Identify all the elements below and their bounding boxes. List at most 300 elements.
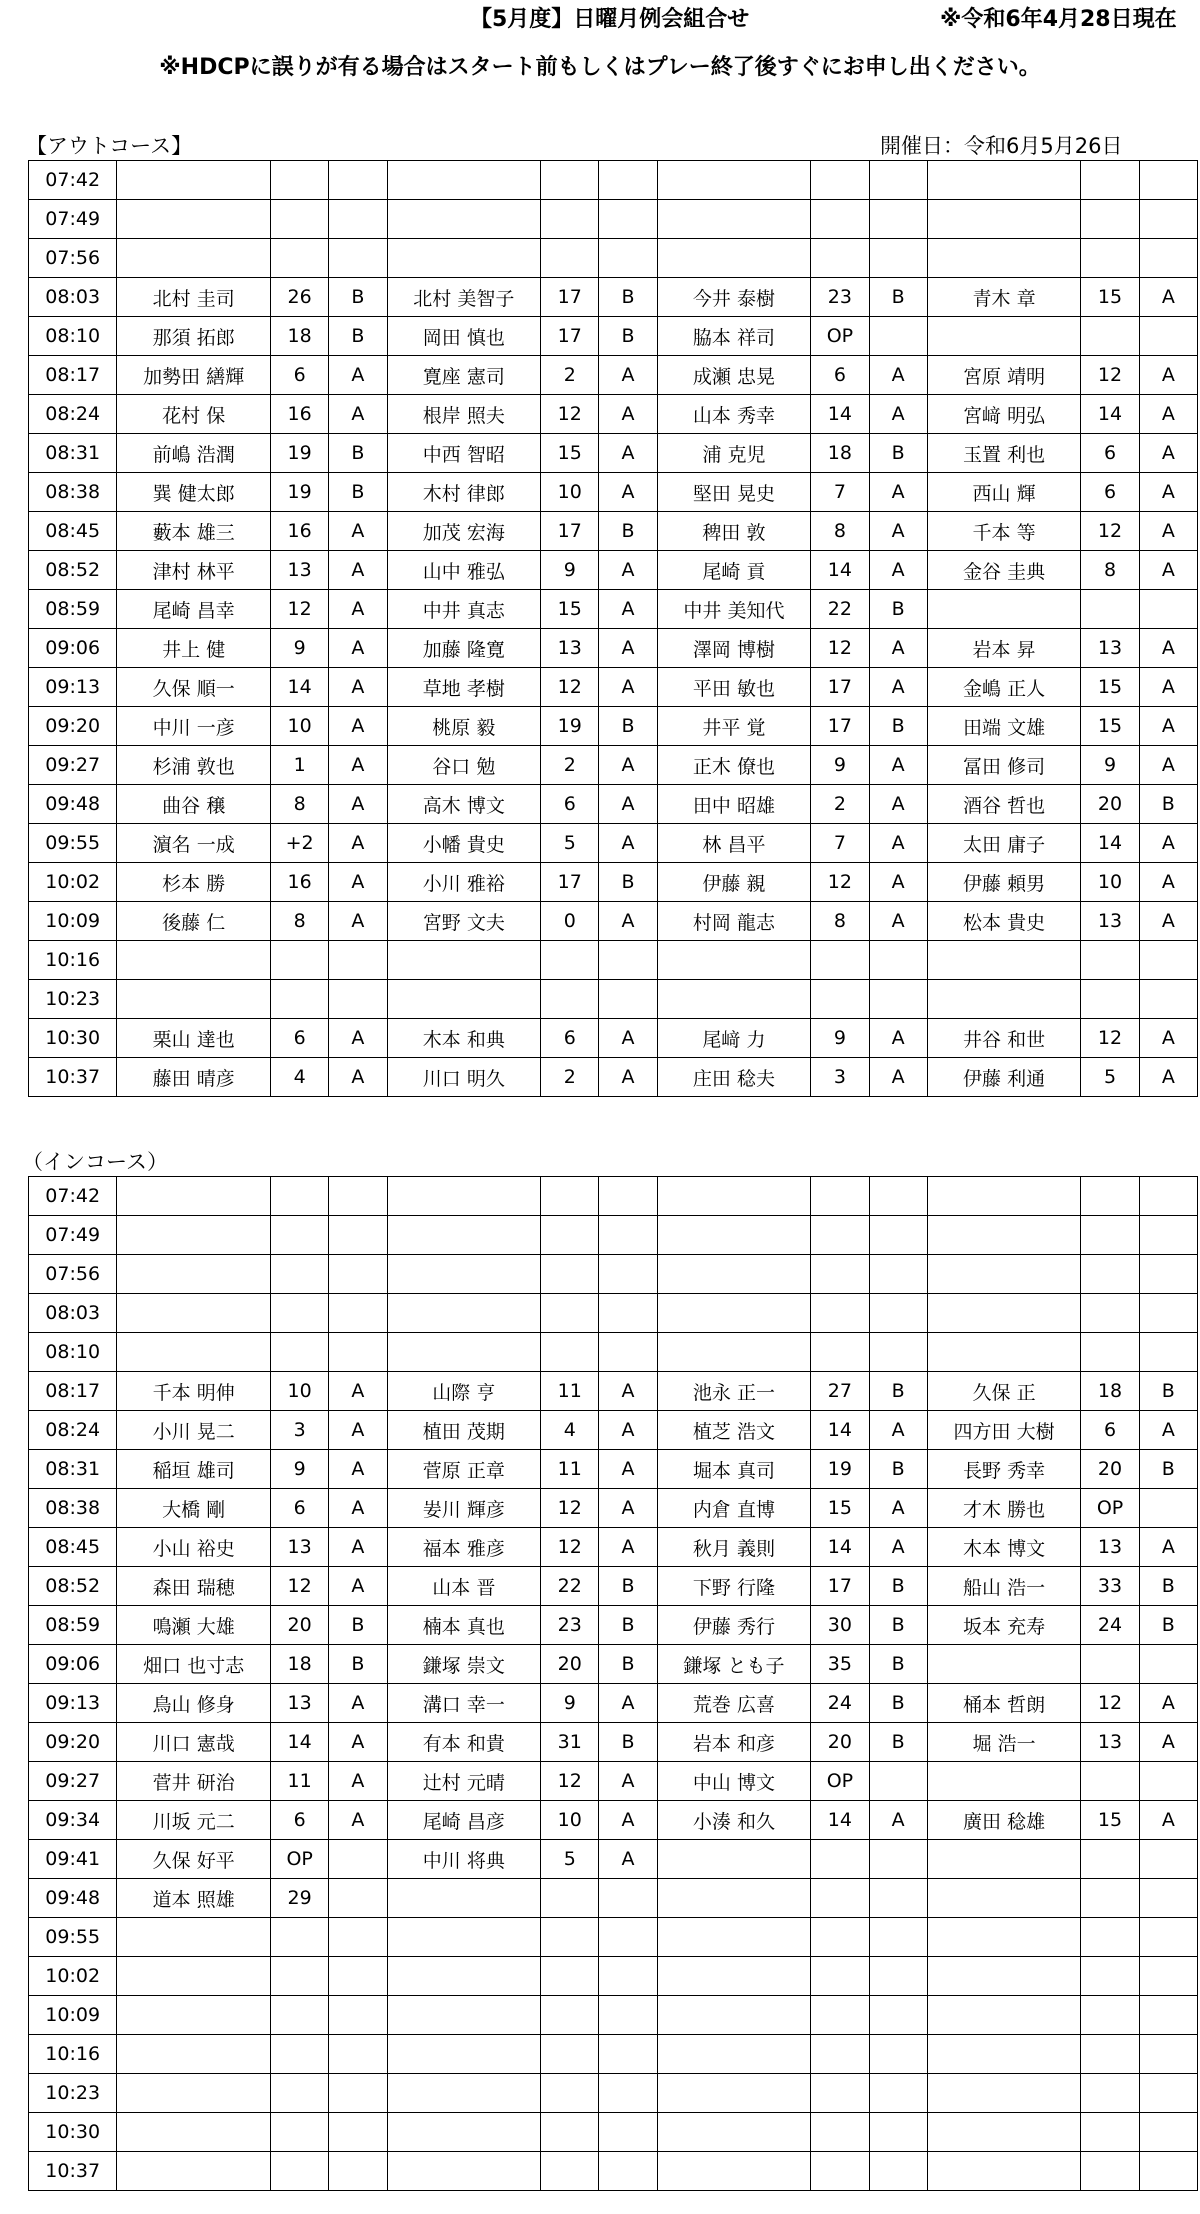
handicap-cell [541,1294,599,1333]
class-cell [329,239,387,278]
handicap-cell: 13 [1081,902,1139,941]
tee-time-row [29,1801,1198,1840]
handicap-cell [811,1294,869,1333]
player-name-cell: 辻村 元晴 [387,1762,541,1801]
class-cell: A [329,1684,387,1723]
handicap-cell: 4 [541,1411,599,1450]
player-name-cell [927,2074,1081,2113]
player-name-cell: 青木 章 [927,278,1081,317]
handicap-cell [541,2152,599,2191]
handicap-cell: 13 [1081,1723,1139,1762]
tee-time-row [29,1255,1198,1294]
handicap-cell: 17 [541,863,599,902]
player-name-cell: 畑口 也寸志 [117,1645,271,1684]
player-name-cell: 木本 博文 [927,1528,1081,1567]
handicap-cell: 9 [541,551,599,590]
handicap-cell [1081,2074,1139,2113]
handicap-cell: 12 [541,1528,599,1567]
class-cell: A [869,1019,927,1058]
class-cell: A [329,1372,387,1411]
tee-time-row [29,668,1198,707]
tee-time: 08:17 [29,1372,117,1411]
handicap-cell: 5 [1081,1058,1139,1097]
class-cell: A [1139,551,1197,590]
player-name-cell: 加勢田 繕輝 [117,356,271,395]
player-name-cell [387,1918,541,1957]
tee-time: 10:02 [29,1957,117,1996]
handicap-cell [1081,980,1139,1019]
handicap-cell: 12 [1081,1019,1139,1058]
class-cell: A [599,1450,657,1489]
tee-time: 10:23 [29,980,117,1019]
handicap-cell: 14 [1081,395,1139,434]
player-name-cell [657,1216,811,1255]
player-name-cell: 濵名 一成 [117,824,271,863]
handicap-cell: 18 [271,1645,329,1684]
handicap-cell: 4 [271,1058,329,1097]
tee-time: 10:16 [29,941,117,980]
player-name-cell: 浦 克児 [657,434,811,473]
handicap-cell: 6 [811,356,869,395]
class-cell [1139,1918,1197,1957]
player-name-cell [117,1333,271,1372]
player-name-cell [927,1216,1081,1255]
handicap-cell: 20 [811,1723,869,1762]
handicap-cell [271,1957,329,1996]
tee-time-row [29,551,1198,590]
class-cell [329,1879,387,1918]
tee-time-row [29,317,1198,356]
player-name-cell: 川坂 元二 [117,1801,271,1840]
tee-time-row [29,1177,1198,1216]
tee-time: 10:09 [29,1996,117,2035]
handicap-cell: 14 [811,1801,869,1840]
class-cell: A [329,512,387,551]
player-name-cell: 冨田 修司 [927,746,1081,785]
player-name-cell [927,1840,1081,1879]
class-cell: B [329,317,387,356]
tee-time: 10:23 [29,2074,117,2113]
handicap-cell [541,1216,599,1255]
handicap-cell [541,1333,599,1372]
player-name-cell: 鳴瀬 大雄 [117,1606,271,1645]
class-cell: A [329,1019,387,1058]
player-name-cell [387,2113,541,2152]
handicap-cell [1081,1645,1139,1684]
player-name-cell: 後藤 仁 [117,902,271,941]
player-name-cell: 井平 覚 [657,707,811,746]
handicap-cell [271,2074,329,2113]
handicap-cell: 23 [811,278,869,317]
player-name-cell [387,2035,541,2074]
handicap-cell [541,980,599,1019]
handicap-cell: 15 [1081,278,1139,317]
class-cell: A [329,551,387,590]
tee-time-row [29,161,1198,200]
tee-time: 10:37 [29,2152,117,2191]
tee-time: 09:41 [29,1840,117,1879]
player-name-cell [657,1177,811,1216]
handicap-cell: 6 [1081,473,1139,512]
handicap-cell: 8 [811,902,869,941]
class-cell [599,941,657,980]
handicap-cell: 14 [811,395,869,434]
class-cell: A [1139,356,1197,395]
player-name-cell: 小川 晃二 [117,1411,271,1450]
class-cell: A [1139,629,1197,668]
tee-time-row [29,1840,1198,1879]
handicap-cell: 17 [541,512,599,551]
tee-time: 08:31 [29,1450,117,1489]
class-cell: A [329,824,387,863]
tee-time: 10:30 [29,1019,117,1058]
handicap-cell [811,1216,869,1255]
class-cell: A [329,1411,387,1450]
player-name-cell [927,1294,1081,1333]
class-cell: A [329,1723,387,1762]
class-cell: B [599,317,657,356]
class-cell [1139,1996,1197,2035]
player-name-cell [117,1957,271,1996]
player-name-cell [387,980,541,1019]
handicap-cell [1081,590,1139,629]
class-cell: A [599,1762,657,1801]
class-cell: A [1139,668,1197,707]
handicap-cell [271,1177,329,1216]
tee-time-row [29,1957,1198,1996]
class-cell: A [329,395,387,434]
handicap-cell: 6 [271,1489,329,1528]
handicap-cell: 20 [271,1606,329,1645]
class-cell: A [329,1762,387,1801]
class-cell [329,1840,387,1879]
tee-time-row [29,1058,1198,1097]
handicap-cell: 15 [1081,668,1139,707]
class-cell: A [599,824,657,863]
handicap-cell [541,1918,599,1957]
class-cell [1139,980,1197,1019]
player-name-cell [117,2035,271,2074]
player-name-cell [387,1255,541,1294]
class-cell [1139,1489,1197,1528]
handicap-cell: 10 [271,1372,329,1411]
class-cell: A [869,395,927,434]
handicap-cell [1081,317,1139,356]
player-name-cell: 庄田 稔夫 [657,1058,811,1097]
tee-time: 08:38 [29,473,117,512]
handicap-cell: 26 [271,278,329,317]
as-of-date: ※令和6年4月28日現在 [940,7,1177,32]
class-cell [1139,941,1197,980]
class-cell: A [599,1411,657,1450]
player-name-cell [117,1177,271,1216]
handicap-cell [811,1918,869,1957]
handicap-cell [1081,1879,1139,1918]
player-name-cell [657,941,811,980]
player-name-cell: 小山 裕史 [117,1528,271,1567]
class-cell: A [329,356,387,395]
hdcp-notice: ※HDCPに誤りが有る場合はスタート前もしくはプレー終了後すぐにお申し出ください。 [159,55,1041,80]
player-name-cell: 妛川 輝彦 [387,1489,541,1528]
player-name-cell [387,200,541,239]
handicap-cell [811,1996,869,2035]
class-cell [1139,1879,1197,1918]
class-cell: A [1139,824,1197,863]
class-cell: A [329,1058,387,1097]
handicap-cell: 13 [1081,629,1139,668]
handicap-cell [271,2035,329,2074]
handicap-cell: 15 [541,434,599,473]
handicap-cell [1081,1762,1139,1801]
player-name-cell: 澤岡 博樹 [657,629,811,668]
player-name-cell: 金谷 圭典 [927,551,1081,590]
player-name-cell [117,2113,271,2152]
class-cell: A [599,551,657,590]
tee-time: 08:59 [29,590,117,629]
handicap-cell: OP [811,317,869,356]
player-name-cell: 山本 秀幸 [657,395,811,434]
class-cell [329,1294,387,1333]
tee-time: 07:42 [29,161,117,200]
handicap-cell: 1 [271,746,329,785]
class-cell: A [599,629,657,668]
tee-time-row [29,1019,1198,1058]
player-name-cell: 平田 敏也 [657,668,811,707]
handicap-cell [1081,2035,1139,2074]
tee-time-row [29,707,1198,746]
handicap-cell [811,1957,869,1996]
class-cell: A [869,668,927,707]
handicap-cell: 17 [541,317,599,356]
tee-time-row [29,980,1198,1019]
class-cell: B [869,434,927,473]
tee-time: 07:56 [29,1255,117,1294]
player-name-cell: 堀本 真司 [657,1450,811,1489]
handicap-cell [541,2074,599,2113]
handicap-cell: 6 [1081,1411,1139,1450]
tee-time-row [29,785,1198,824]
tee-time-row [29,1294,1198,1333]
player-name-cell: 廣田 稔雄 [927,1801,1081,1840]
class-cell: A [329,785,387,824]
handicap-cell [811,1879,869,1918]
handicap-cell [1081,2152,1139,2191]
class-cell [1139,2152,1197,2191]
class-cell [329,980,387,1019]
player-name-cell: 堅田 晃史 [657,473,811,512]
player-name-cell: 久保 順一 [117,668,271,707]
handicap-cell: 27 [811,1372,869,1411]
player-name-cell [927,1918,1081,1957]
tee-time: 09:13 [29,668,117,707]
player-name-cell: 小幡 貴史 [387,824,541,863]
handicap-cell: 23 [541,1606,599,1645]
handicap-cell: 3 [811,1058,869,1097]
handicap-cell [1081,1996,1139,2035]
handicap-cell: 15 [1081,707,1139,746]
handicap-cell [1081,239,1139,278]
tee-time-row [29,1762,1198,1801]
player-name-cell [927,1996,1081,2035]
tee-time: 08:10 [29,317,117,356]
handicap-cell [811,1840,869,1879]
player-name-cell: 宮原 靖明 [927,356,1081,395]
handicap-cell [271,1216,329,1255]
player-name-cell: 井上 健 [117,629,271,668]
player-name-cell [927,200,1081,239]
class-cell: A [329,1489,387,1528]
player-name-cell: 藪本 雄三 [117,512,271,551]
tee-time: 09:13 [29,1684,117,1723]
player-name-cell: 植田 茂期 [387,1411,541,1450]
player-name-cell: 川口 明久 [387,1058,541,1097]
tee-time: 08:45 [29,1528,117,1567]
handicap-cell [541,161,599,200]
class-cell [599,161,657,200]
player-name-cell: 小川 雅裕 [387,863,541,902]
tee-time-row [29,1684,1198,1723]
handicap-cell: 7 [811,824,869,863]
player-name-cell: 北村 美智子 [387,278,541,317]
handicap-cell: 2 [541,1058,599,1097]
player-name-cell [387,239,541,278]
class-cell: A [1139,707,1197,746]
class-cell: A [1139,1058,1197,1097]
class-cell: B [869,1645,927,1684]
player-name-cell: 溝口 幸一 [387,1684,541,1723]
player-name-cell [927,1255,1081,1294]
class-cell: B [599,1567,657,1606]
class-cell: B [599,707,657,746]
player-name-cell [117,2074,271,2113]
player-name-cell: 山中 雅弘 [387,551,541,590]
handicap-cell [1081,1216,1139,1255]
class-cell: A [1139,278,1197,317]
tee-time-row [29,941,1198,980]
class-cell: B [599,1645,657,1684]
class-cell [869,1333,927,1372]
class-cell [329,2035,387,2074]
player-name-cell: 宮野 文夫 [387,902,541,941]
player-name-cell: 今井 泰樹 [657,278,811,317]
handicap-cell: 35 [811,1645,869,1684]
class-cell [1139,200,1197,239]
class-cell: B [1139,1567,1197,1606]
class-cell: A [869,1489,927,1528]
handicap-cell: 19 [811,1450,869,1489]
tee-time-row [29,395,1198,434]
player-name-cell [927,1762,1081,1801]
class-cell [869,2035,927,2074]
class-cell [329,941,387,980]
player-name-cell: 久保 好平 [117,1840,271,1879]
class-cell: A [329,707,387,746]
handicap-cell: 12 [811,629,869,668]
player-name-cell [387,2152,541,2191]
player-name-cell: 杉本 勝 [117,863,271,902]
player-name-cell [927,1177,1081,1216]
class-cell: A [869,1528,927,1567]
class-cell: A [329,629,387,668]
player-name-cell [117,200,271,239]
player-name-cell: 村岡 龍志 [657,902,811,941]
player-name-cell [927,2152,1081,2191]
class-cell [869,1762,927,1801]
handicap-cell: 10 [1081,863,1139,902]
class-cell: B [329,1645,387,1684]
player-name-cell [117,161,271,200]
player-name-cell: 菅井 研治 [117,1762,271,1801]
player-name-cell: 花村 保 [117,395,271,434]
class-cell: A [329,1567,387,1606]
player-name-cell [657,980,811,1019]
class-cell [869,2074,927,2113]
in-course-label: （インコース） [22,1150,168,1174]
class-cell [1139,1957,1197,1996]
tee-time: 08:17 [29,356,117,395]
tee-time-row [29,1372,1198,1411]
tee-time-row [29,1645,1198,1684]
player-name-cell [657,1957,811,1996]
player-name-cell: 中川 一彦 [117,707,271,746]
handicap-cell: 14 [271,668,329,707]
handicap-cell [1081,1840,1139,1879]
tee-time: 08:03 [29,278,117,317]
handicap-cell: 10 [541,473,599,512]
class-cell [1139,1645,1197,1684]
handicap-cell: 8 [811,512,869,551]
class-cell [1139,1255,1197,1294]
tee-time: 09:34 [29,1801,117,1840]
handicap-cell [1081,161,1139,200]
tee-time: 10:02 [29,863,117,902]
handicap-cell: 2 [541,356,599,395]
handicap-cell: 17 [541,278,599,317]
handicap-cell: OP [1081,1489,1139,1528]
handicap-cell: 13 [271,1684,329,1723]
player-name-cell: 伊藤 秀行 [657,1606,811,1645]
handicap-cell: 30 [811,1606,869,1645]
tee-time: 08:31 [29,434,117,473]
class-cell: A [869,629,927,668]
handicap-cell: 11 [541,1450,599,1489]
player-name-cell [927,590,1081,629]
handicap-cell: 9 [1081,746,1139,785]
class-cell: A [599,356,657,395]
class-cell [1139,1294,1197,1333]
tee-time-row [29,512,1198,551]
page-title: 【5月度】日曜月例会組合せ [470,7,750,32]
player-name-cell: 岡田 慎也 [387,317,541,356]
handicap-cell: 13 [1081,1528,1139,1567]
tee-time: 08:10 [29,1333,117,1372]
class-cell: B [329,434,387,473]
player-name-cell: 大橋 剛 [117,1489,271,1528]
class-cell: A [869,863,927,902]
handicap-cell [271,1255,329,1294]
handicap-cell: 13 [271,551,329,590]
player-name-cell: 木村 律郎 [387,473,541,512]
class-cell: A [599,902,657,941]
tee-time: 08:59 [29,1606,117,1645]
player-name-cell: 中井 美知代 [657,590,811,629]
tee-time-row [29,200,1198,239]
class-cell [1139,1216,1197,1255]
handicap-cell: 18 [1081,1372,1139,1411]
handicap-cell [1081,2113,1139,2152]
class-cell: B [329,473,387,512]
handicap-cell [1081,1294,1139,1333]
